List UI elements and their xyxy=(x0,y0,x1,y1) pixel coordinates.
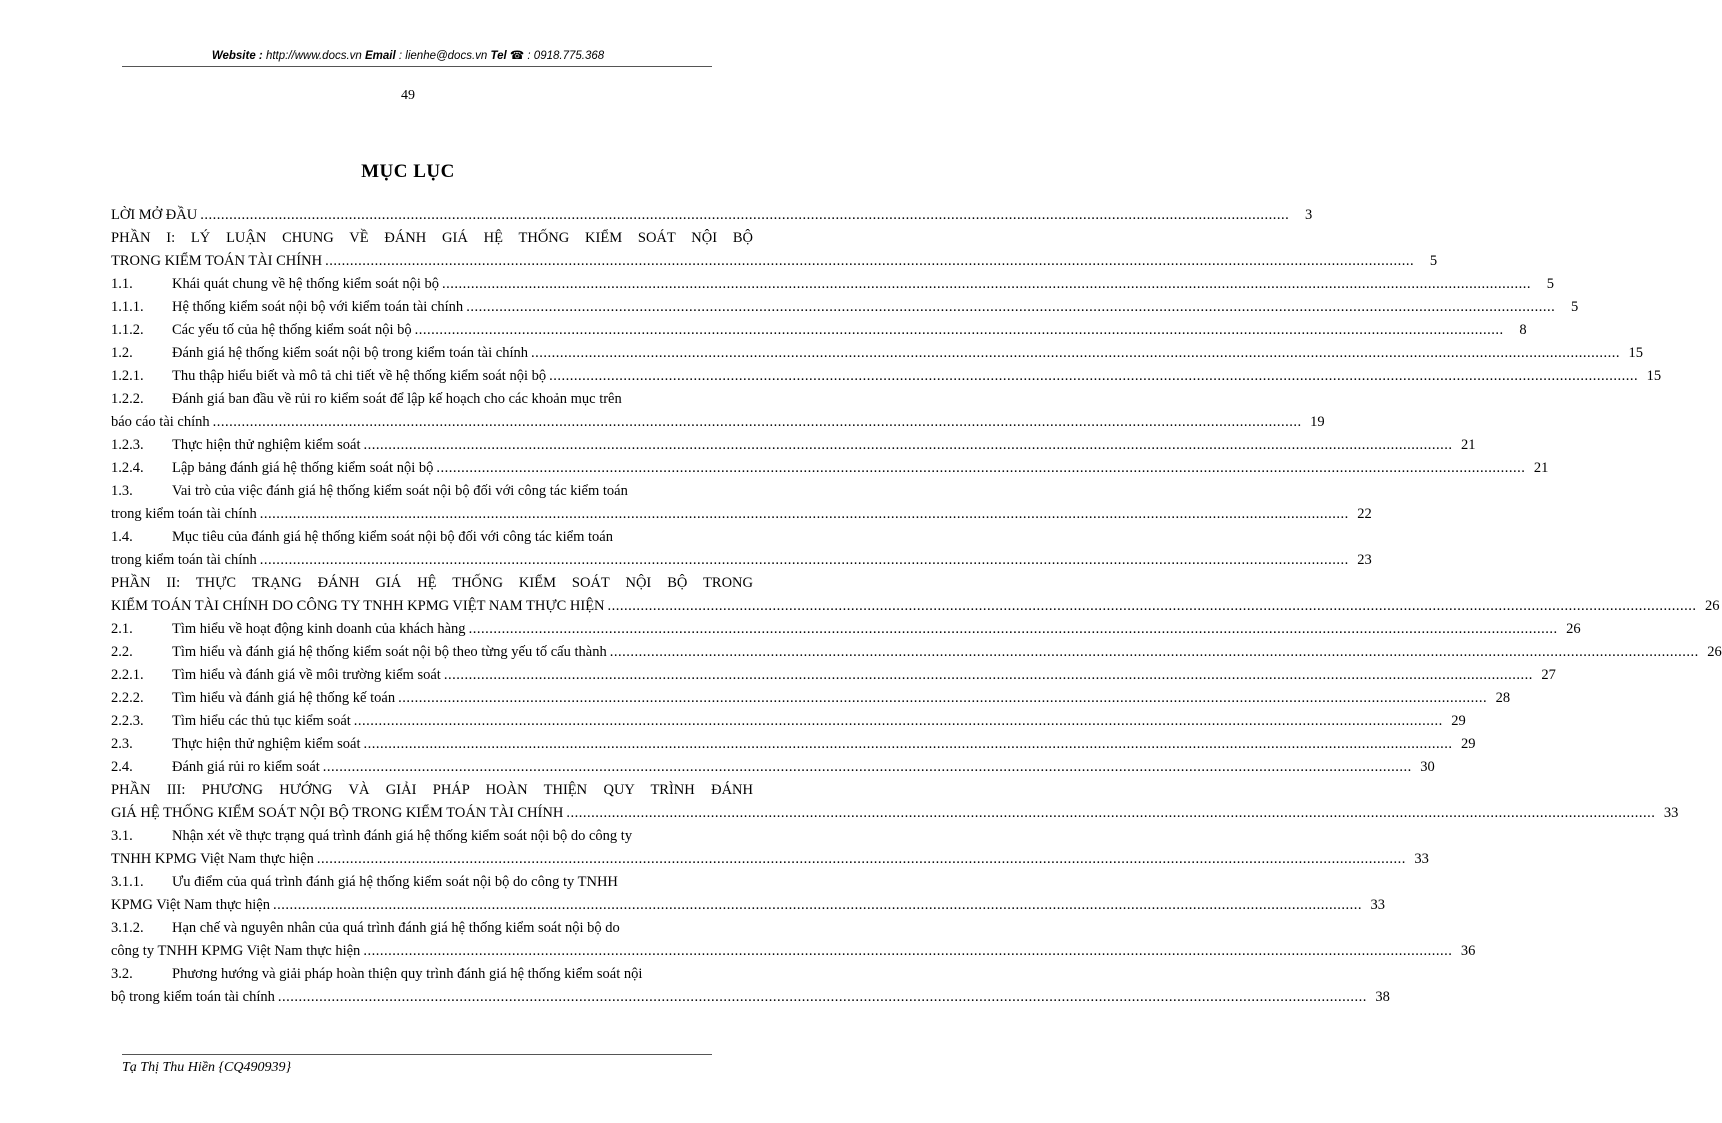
table-of-contents xyxy=(111,204,1722,1009)
toc-entry[interactable]: 1.1.1. Hệ thống kiểm soát nội bộ với kiểm toán tài chính ..... 5 xyxy=(111,296,753,319)
toc-entry-line[interactable]: 3.1. Nhận xét về thực trạng quá trình đánh giá hệ thống kiểm soát nội bộ do công ty xyxy=(111,828,633,844)
toc-entry[interactable]: báo cáo tài chính ..... 19 xyxy=(111,411,753,434)
toc-entry[interactable]: 1.2.1. Thu thập hiểu biết và mô tả chi tiết về hệ thống kiểm soát nội bộ ..... 15 xyxy=(111,365,753,388)
toc-entry[interactable]: bộ trong kiểm toán tài chính ..... 38 xyxy=(111,986,753,1009)
toc-entry[interactable]: công ty TNHH KPMG Việt Nam thực hiện ..... 36 xyxy=(111,940,753,963)
toc-entry[interactable]: 2.2.2. Tìm hiểu và đánh giá hệ thống kế toán ..... 28 xyxy=(111,687,753,710)
toc-entry[interactable]: 1.1. Khái quát chung về hệ thống kiểm soát nội bộ ..... 5 xyxy=(111,273,753,296)
toc-entry-line[interactable]: 3.1.1. Ưu điểm của quá trình đánh giá hệ thống kiểm soát nội bộ do công ty TNHH xyxy=(111,874,618,890)
toc-entry[interactable]: 1.1.2. Các yếu tố của hệ thống kiểm soát nội bộ ..... 8 xyxy=(111,319,753,342)
toc-entry-line[interactable]: PHẦN I: LÝ LUẬN CHUNG VỀ ĐÁNH GIÁ HỆ THỐNG KIỂM SOÁT NỘI BỘ xyxy=(111,230,753,246)
toc-entry[interactable]: TRONG KIỂM TOÁN TÀI CHÍNH ..... 5 xyxy=(111,250,753,273)
toc-entry[interactable]: 1.2.3. Thực hiện thử nghiệm kiểm soát ..... 21 xyxy=(111,434,753,457)
toc-entry-line[interactable]: 3.1.2. Hạn chế và nguyên nhân của quá trình đánh giá hệ thống kiểm soát nội bộ do xyxy=(111,920,620,936)
toc-entry[interactable]: trong kiểm toán tài chính ..... 23 xyxy=(111,549,753,572)
toc-entry-line[interactable]: 3.2. Phương hướng và giải pháp hoàn thiện quy trình đánh giá hệ thống kiểm soát nội xyxy=(111,966,643,982)
toc-entry-line[interactable]: 1.4. Mục tiêu của đánh giá hệ thống kiểm soát nội bộ đối với công tác kiểm toán xyxy=(111,529,613,545)
email-value: : lienhe@docs.vn xyxy=(395,50,491,62)
page-number: 49 xyxy=(401,88,415,103)
toc-entry-line[interactable]: PHẦN II: THỰC TRẠNG ĐÁNH GIÁ HỆ THỐNG KIỂM SOÁT NỘI BỘ TRONG xyxy=(111,575,753,591)
toc-entry[interactable]: 2.4. Đánh giá rủi ro kiểm soát ..... 30 xyxy=(111,756,753,779)
toc-entry[interactable]: GIÁ HỆ THỐNG KIỂM SOÁT NỘI BỘ TRONG KIỂM TOÁN TÀI CHÍNH ..... 33 xyxy=(111,802,753,825)
tel-value: : 0918.775.368 xyxy=(524,50,605,62)
header-divider xyxy=(122,66,712,67)
toc-entry[interactable]: LỜI MỞ ĐẦU ..... 3 xyxy=(111,204,753,227)
website-value: http://www.docs.vn xyxy=(262,50,366,62)
page-header xyxy=(0,48,816,62)
toc-entry[interactable]: 2.3. Thực hiện thử nghiệm kiểm soát ..... 29 xyxy=(111,733,753,756)
toc-entry[interactable]: trong kiểm toán tài chính ..... 22 xyxy=(111,503,753,526)
website-label: Website : xyxy=(211,50,263,62)
toc-entry-line[interactable]: PHẦN III: PHƯƠNG HƯỚNG VÀ GIẢI PHÁP HOÀN THIỆN QUY TRÌNH ĐÁNH xyxy=(111,782,753,798)
toc-entry[interactable]: 1.2.4. Lập bảng đánh giá hệ thống kiểm soát nội bộ ..... 21 xyxy=(111,457,753,480)
toc-entry[interactable]: TNHH KPMG Việt Nam thực hiện ..... 33 xyxy=(111,848,753,871)
toc-entry[interactable]: 2.2. Tìm hiểu và đánh giá hệ thống kiểm soát nội bộ theo từng yếu tố cấu thành ..... 26 xyxy=(111,641,753,664)
toc-entry[interactable]: KPMG Việt Nam thực hiện ..... 33 xyxy=(111,894,753,917)
toc-entry[interactable]: KIỂM TOÁN TÀI CHÍNH DO CÔNG TY TNHH KPMG VIỆT NAM THỰC HIỆN ..... 26 xyxy=(111,595,753,618)
phone-icon: ☎ xyxy=(509,50,525,62)
tel-label: Tel xyxy=(490,50,507,62)
email-label: Email xyxy=(365,50,396,62)
toc-entry[interactable]: 1.2. Đánh giá hệ thống kiểm soát nội bộ trong kiểm toán tài chính ..... 15 xyxy=(111,342,753,365)
toc-entry[interactable]: 2.1. Tìm hiểu về hoạt động kinh doanh của khách hàng ..... 26 xyxy=(111,618,753,641)
toc-entry[interactable]: 2.2.1. Tìm hiểu và đánh giá về môi trường kiểm soát ..... 27 xyxy=(111,664,753,687)
toc-entry[interactable]: 2.2.3. Tìm hiểu các thủ tục kiểm soát ..... 29 xyxy=(111,710,753,733)
toc-entry-line[interactable]: 1.3. Vai trò của việc đánh giá hệ thống kiểm soát nội bộ đối với công tác kiểm toán xyxy=(111,483,628,499)
footer-divider xyxy=(122,1054,712,1055)
page-title: MỤC LỤC xyxy=(361,161,455,182)
toc-entry-line[interactable]: 1.2.2. Đánh giá ban đầu về rủi ro kiểm soát để lập kế hoạch cho các khoản mục trên xyxy=(111,391,622,407)
page-footer: Tạ Thị Thu Hiền {CQ490939} xyxy=(122,1060,292,1075)
